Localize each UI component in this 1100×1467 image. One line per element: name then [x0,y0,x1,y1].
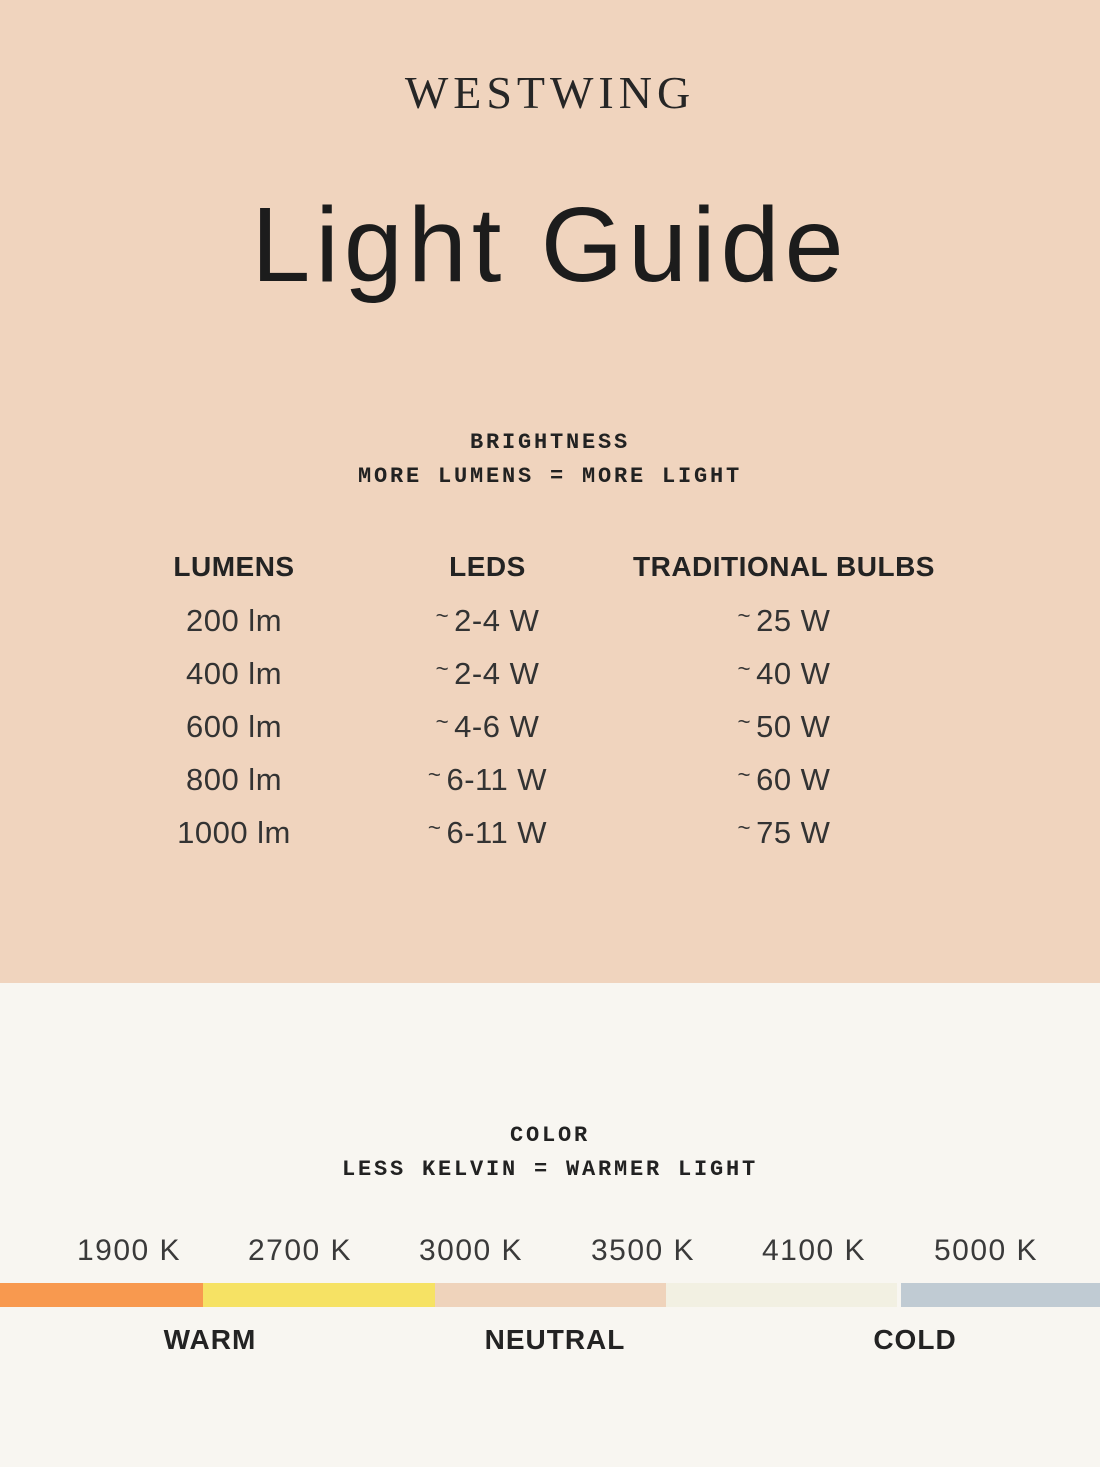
leds-value [384,647,591,700]
brand-logo: WESTWING [404,67,696,118]
lumens-value: 800 lm [185,762,283,797]
leds-value [384,594,591,647]
scale-segment-neutral-ivory [666,1283,897,1307]
traditional-watts: 60 W [756,762,831,797]
table-row [84,647,977,700]
approx-symbol: ~ [737,708,752,734]
approx-symbol: ~ [737,602,752,628]
traditional-watts: 50 W [756,709,831,744]
kelvin-label: 3500 K [590,1234,696,1267]
leds-watts: 2-4 W [454,603,540,638]
color-heading-block [0,983,1100,1187]
temp-label-neutral: NEUTRAL [484,1324,626,1355]
table-body [84,594,977,859]
color-section [0,983,1100,1467]
leds-value [384,700,591,753]
color-heading: COLOR [509,1123,590,1148]
column-header-lumens: LUMENS [173,551,295,582]
color-subheading: LESS KELVIN = WARMER LIGHT [341,1157,759,1182]
page-title: Light Guide [251,186,849,304]
column-header-leds: LEDS [449,551,526,582]
approx-symbol: ~ [435,602,450,628]
traditional-value [591,647,977,700]
lumens-value: 200 lm [185,603,283,638]
scale-segment-neutral-peach [435,1283,666,1307]
traditional-watts: 40 W [756,656,831,691]
traditional-value [591,753,977,806]
traditional-value [591,700,977,753]
kelvin-label: 5000 K [933,1234,1039,1267]
traditional-value [591,594,977,647]
traditional-value [591,806,977,859]
temperature-scale-bar [0,1283,1100,1307]
kelvin-label: 1900 K [76,1234,182,1267]
approx-symbol: ~ [427,814,442,840]
table-row [84,700,977,753]
leds-watts: 4-6 W [454,709,540,744]
lumens-table [84,552,977,859]
kelvin-label: 3000 K [418,1234,524,1267]
kelvin-label: 2700 K [247,1234,353,1267]
temp-label-cold: COLD [873,1324,957,1355]
column-header-traditional-bulbs: TRADITIONAL BULBS [633,551,935,582]
approx-symbol: ~ [737,761,752,787]
lumens-value: 400 lm [185,656,283,691]
traditional-watts: 75 W [756,815,831,850]
leds-value [384,753,591,806]
temp-label-warm: WARM [163,1324,257,1355]
leds-watts: 6-11 W [446,762,548,797]
lumens-value: 600 lm [185,709,283,744]
temperature-labels [0,1323,1100,1357]
scale-segment-cold-blue [901,1283,1100,1307]
table-header-row [84,552,977,582]
scale-segment-warm-orange [0,1283,203,1307]
approx-symbol: ~ [737,814,752,840]
kelvin-label: 4100 K [761,1234,867,1267]
leds-watts: 2-4 W [454,656,540,691]
approx-symbol: ~ [435,655,450,681]
approx-symbol: ~ [737,655,752,681]
brightness-heading: BRIGHTNESS [469,430,631,455]
brightness-heading-block [0,426,1100,494]
leds-watts: 6-11 W [446,815,548,850]
table-row [84,594,977,647]
table-row [84,753,977,806]
leds-value [384,806,591,859]
traditional-watts: 25 W [756,603,831,638]
approx-symbol: ~ [435,708,450,734]
scale-segment-warm-yellow [203,1283,435,1307]
kelvin-scale-labels [0,1233,1100,1269]
brightness-subheading: MORE LUMENS = MORE LIGHT [357,464,743,489]
table-row [84,806,977,859]
approx-symbol: ~ [427,761,442,787]
lumens-value: 1000 lm [177,815,291,850]
